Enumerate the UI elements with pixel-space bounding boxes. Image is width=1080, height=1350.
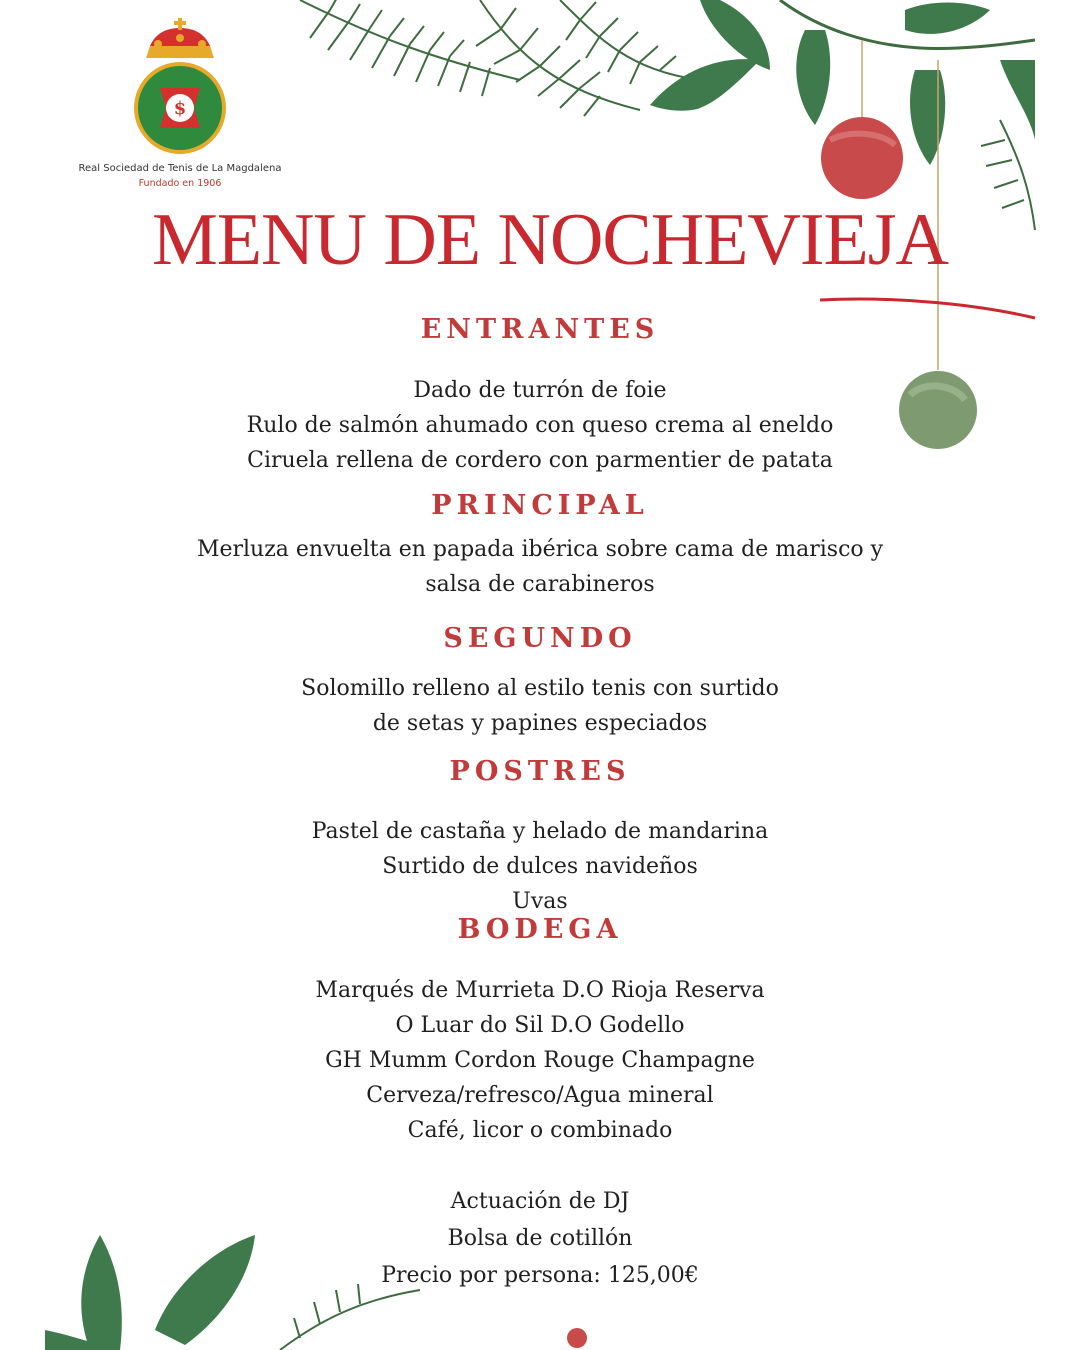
menu-item: Uvas [512, 889, 568, 914]
menu-item: Surtido de dulces navideños [382, 854, 698, 879]
extra-item-cotillon: Bolsa de cotillón [447, 1226, 633, 1251]
club-founded: Fundado en 1906 [138, 178, 222, 189]
heading-principal: PRINCIPAL [431, 490, 649, 521]
svg-text:$: $ [173, 98, 187, 119]
items-principal [140, 532, 940, 602]
extra-item-dj: Actuación de DJ [450, 1189, 630, 1214]
pine-branch-top-icon [300, 0, 1035, 230]
red-ornament-icon [821, 117, 903, 199]
menu-item: Solomillo relleno al estilo tenis con surtido [301, 676, 779, 701]
menu-item: Marqués de Murrieta D.O Rioja Reserva [315, 978, 765, 1003]
items-segundo [140, 671, 940, 741]
menu-item: Pastel de castaña y helado de mandarina [311, 819, 769, 844]
items-bodega [140, 973, 940, 1148]
menu-item: O Luar do Sil D.O Godello [395, 1013, 685, 1038]
menu-item: de setas y papines especiados [372, 711, 708, 736]
heading-bodega: BODEGA [457, 914, 623, 945]
heading-segundo: SEGUNDO [443, 623, 637, 654]
heading-entrantes: ENTRANTES [420, 314, 660, 345]
menu-item: Rulo de salmón ahumado con queso crema al eneldo [246, 413, 834, 438]
price-per-person: Precio por persona: 125,00€ [381, 1263, 699, 1288]
menu-item: Merluza envuelta en papada ibérica sobre cama de marisco y [196, 537, 884, 562]
page-title: MENU DE NOCHEVIEJA [152, 199, 948, 281]
menu-item: GH Mumm Cordon Rouge Champagne [325, 1048, 755, 1073]
holly-leaves-top-icon [650, 0, 1035, 165]
menu-item: Café, licor o combinado [407, 1118, 673, 1143]
red-berry-icon [567, 1328, 587, 1348]
items-entrantes [140, 373, 940, 478]
heading-postres: POSTRES [449, 756, 631, 787]
menu-item: Cerveza/refresco/Agua mineral [366, 1083, 714, 1108]
items-postres [140, 814, 940, 919]
menu-item: Ciruela rellena de cordero con parmentier de patata [247, 448, 833, 473]
menu-item: salsa de carabineros [425, 572, 655, 597]
menu-item: Dado de turrón de foie [413, 378, 667, 403]
club-name: Real Sociedad de Tenis de La Magdalena [78, 163, 282, 174]
club-crest-icon [128, 14, 232, 154]
items-extras [140, 1183, 940, 1294]
